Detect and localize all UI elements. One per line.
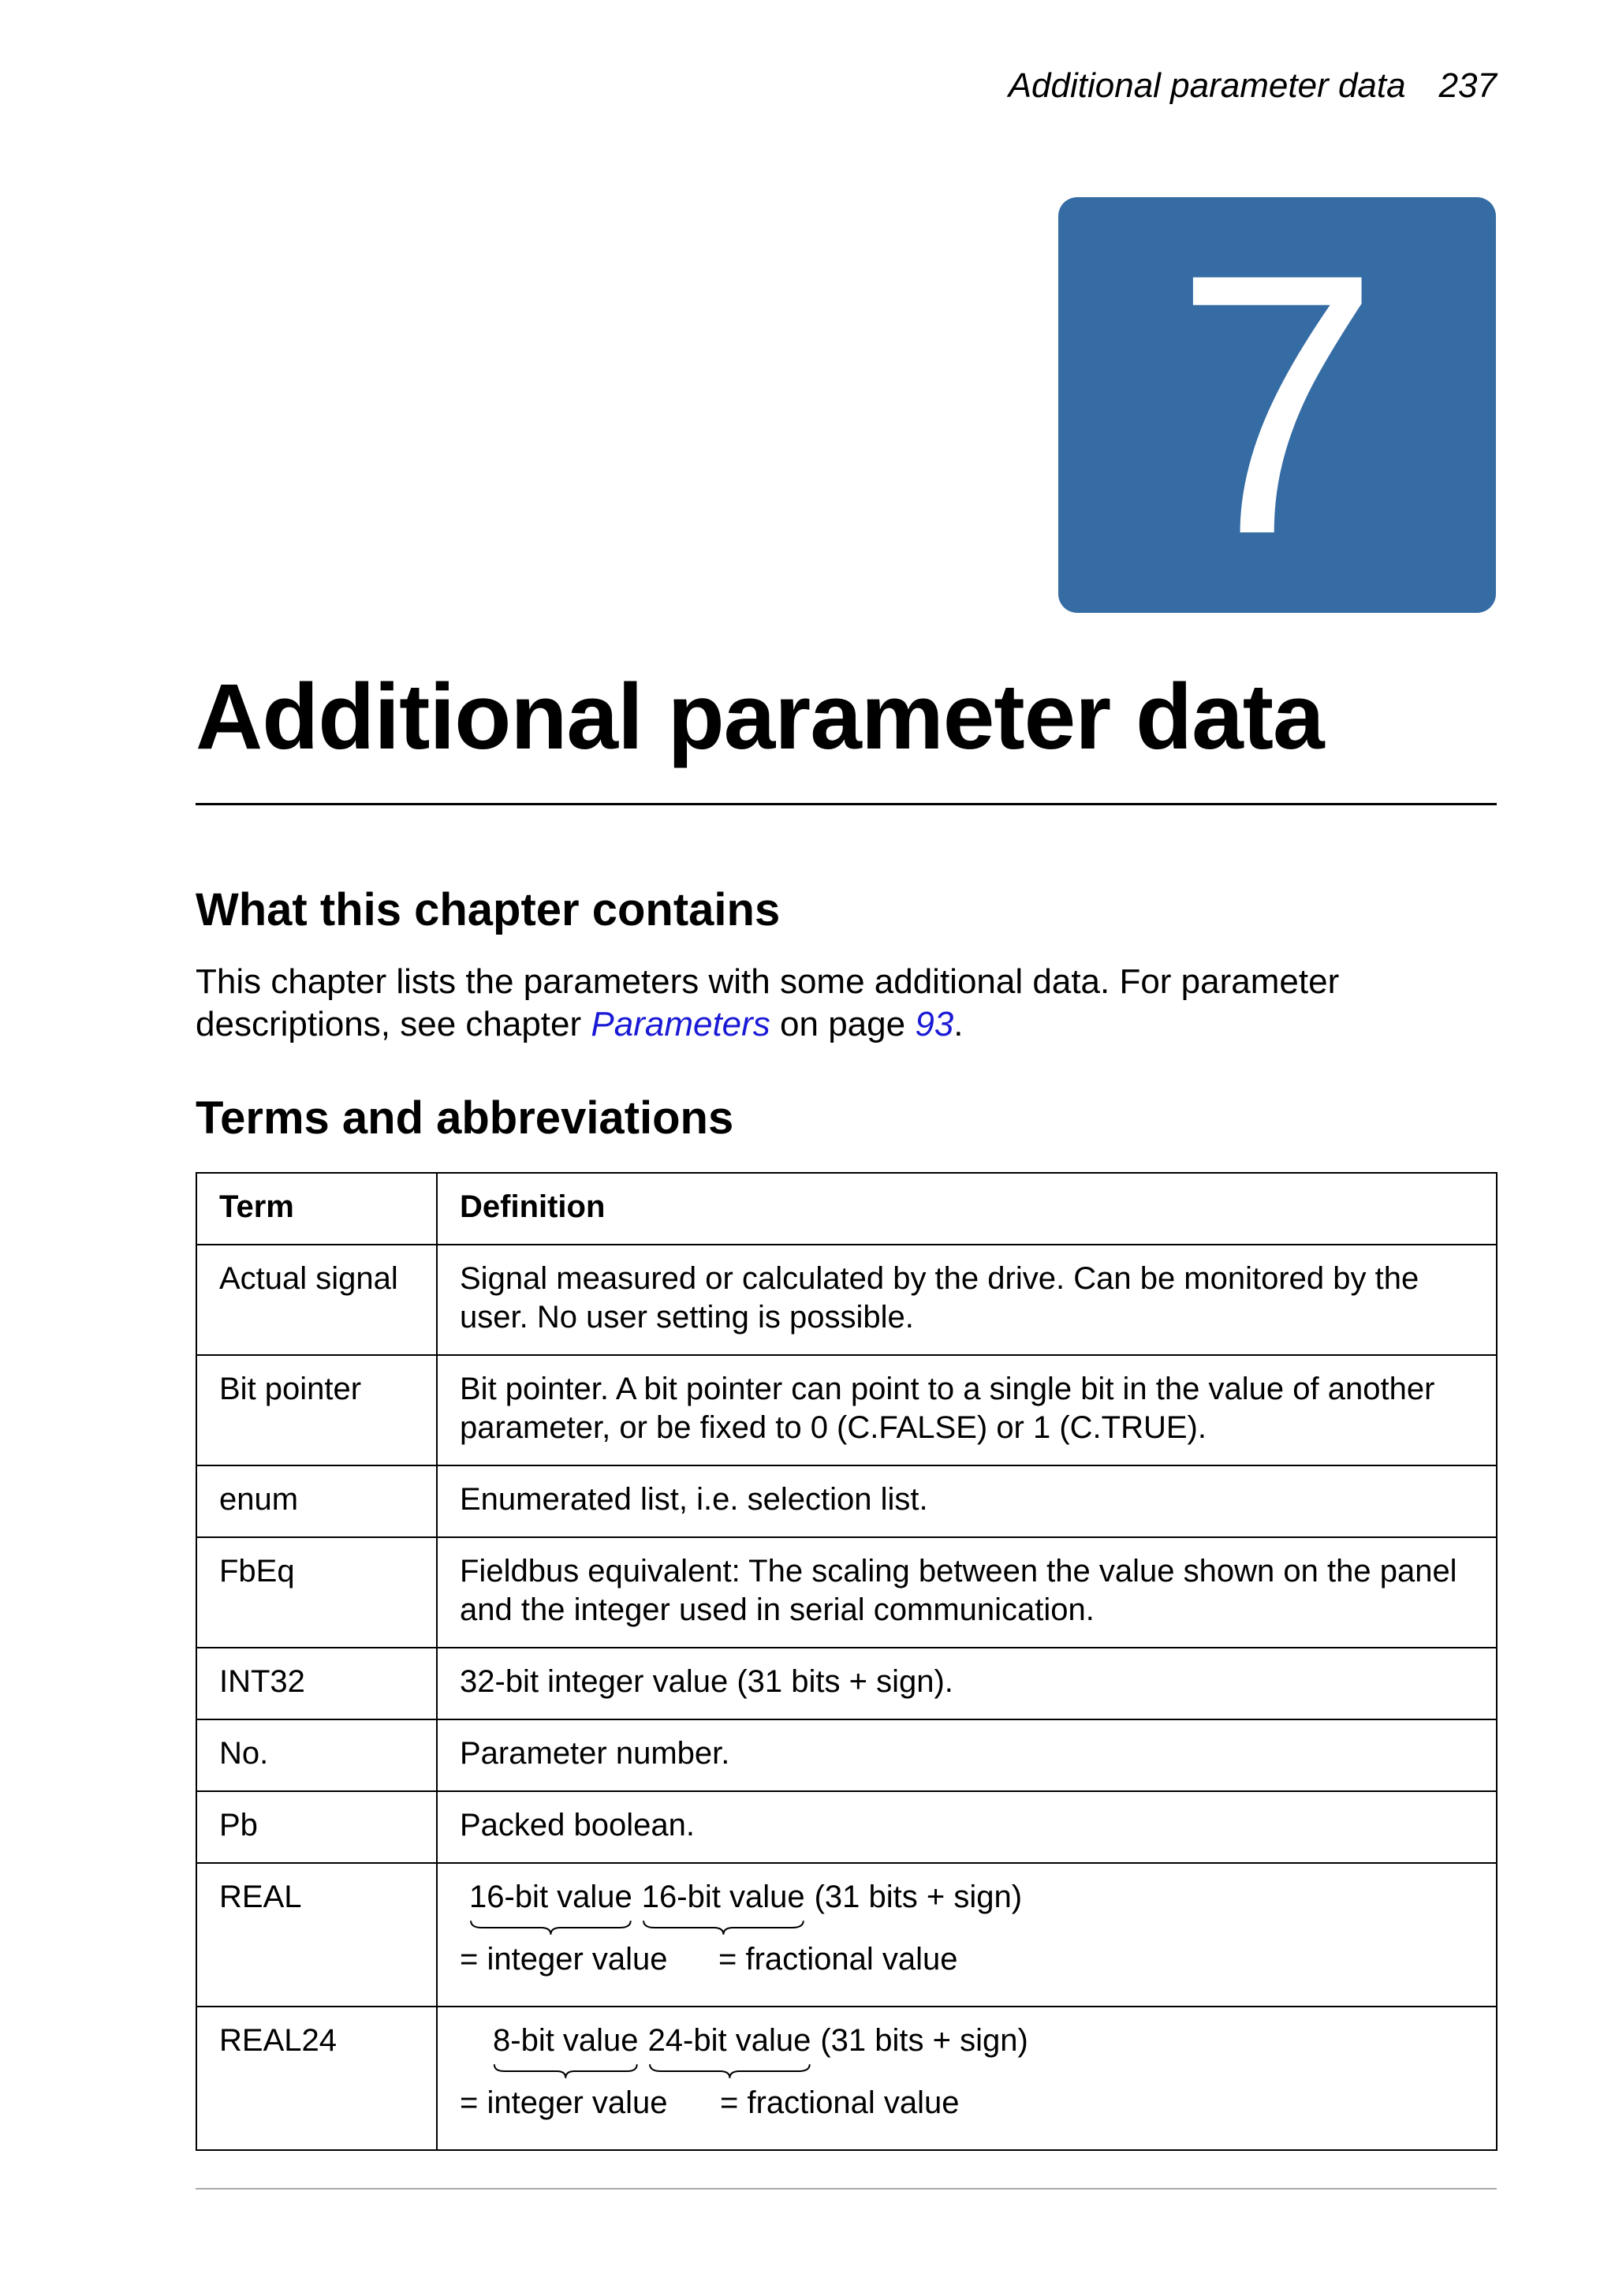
page-number: 237 — [1438, 66, 1497, 105]
segment-label: 16-bit value — [641, 1880, 805, 1914]
title-divider — [196, 803, 1497, 805]
intro-paragraph — [196, 961, 1497, 1046]
chapter-title: Additional parameter data — [196, 665, 1324, 769]
fractional-value-label: = fractional value — [720, 2085, 960, 2120]
brace-icon — [493, 2063, 639, 2080]
section-heading-terms: Terms and abbreviations — [196, 1092, 734, 1144]
fraction-part-segment — [648, 2022, 811, 2060]
table-row — [196, 1537, 1497, 1648]
definition-cell: Packed boolean. — [437, 1791, 1497, 1863]
segment-label: 8-bit value — [493, 2023, 639, 2058]
brace-icon — [642, 1919, 805, 1936]
definition-cell: 32-bit integer value (31 bits + sign). — [437, 1648, 1497, 1719]
footer-divider — [196, 2188, 1497, 2190]
table-row — [196, 1355, 1497, 1465]
table-row-real24 — [196, 2007, 1497, 2150]
column-header-definition: Definition — [437, 1173, 1497, 1245]
term-cell: FbEq — [196, 1537, 437, 1648]
integer-part-segment — [493, 2022, 639, 2060]
definition-cell: Enumerated list, i.e. selection list. — [437, 1465, 1497, 1537]
table-row — [196, 1465, 1497, 1537]
table-row-real — [196, 1863, 1497, 2007]
intro-text: This chapter lists the parameters with some additional data. For parameter descriptions, see chapter — [196, 962, 1340, 1043]
chapter-number: 7 — [1173, 197, 1381, 611]
term-cell: REAL24 — [196, 2007, 437, 2150]
running-header — [1009, 66, 1497, 106]
fraction-part-segment — [642, 1878, 805, 1917]
definition-cell: Fieldbus equivalent: The scaling between the value shown on the panel and the integer used in serial communication. — [437, 1537, 1497, 1648]
column-header-term: Term — [196, 1173, 437, 1245]
definition-cell: Parameter number. — [437, 1719, 1497, 1791]
brace-icon — [648, 2063, 811, 2080]
term-cell: Pb — [196, 1791, 437, 1863]
real24-format-diagram — [437, 2007, 1497, 2150]
parameters-chapter-link[interactable]: Parameters — [591, 1005, 770, 1043]
terms-table — [196, 1172, 1498, 2151]
table-row — [196, 1719, 1497, 1791]
term-cell: Bit pointer — [196, 1355, 437, 1465]
definition-cell: Signal measured or calculated by the drive. Can be monitored by the user. No user setting is possible. — [437, 1245, 1497, 1355]
term-cell: REAL — [196, 1863, 437, 2007]
integer-value-label: = integer value — [460, 1942, 668, 1977]
integer-value-label: = integer value — [460, 2085, 668, 2120]
bit-count-note: (31 bits + sign) — [820, 2023, 1028, 2058]
brace-icon — [469, 1919, 632, 1936]
chapter-number-badge — [1058, 197, 1496, 613]
page-link[interactable]: 93 — [915, 1005, 954, 1043]
term-cell: enum — [196, 1465, 437, 1537]
table-row — [196, 1245, 1497, 1355]
running-header-title: Additional parameter data — [1008, 66, 1406, 105]
term-cell: No. — [196, 1719, 437, 1791]
term-cell: Actual signal — [196, 1245, 437, 1355]
segment-label: 16-bit value — [469, 1880, 632, 1914]
fractional-value-label: = fractional value — [718, 1942, 958, 1977]
table-row — [196, 1791, 1497, 1863]
bit-count-note: (31 bits + sign) — [814, 1880, 1023, 1914]
integer-part-segment — [469, 1878, 632, 1917]
intro-text-end: . — [953, 1005, 964, 1043]
real-format-diagram — [437, 1863, 1497, 2007]
table-row — [196, 1648, 1497, 1719]
segment-label: 24-bit value — [647, 2023, 811, 2058]
term-cell: INT32 — [196, 1648, 437, 1719]
definition-cell: Bit pointer. A bit pointer can point to a single bit in the value of another parameter, or be fixed to 0 (C.FALSE) or 1 (C.TRUE). — [437, 1355, 1497, 1465]
table-header-row — [196, 1173, 1497, 1245]
intro-text-middle: on page — [770, 1005, 916, 1043]
section-heading-contains: What this chapter contains — [196, 884, 781, 935]
